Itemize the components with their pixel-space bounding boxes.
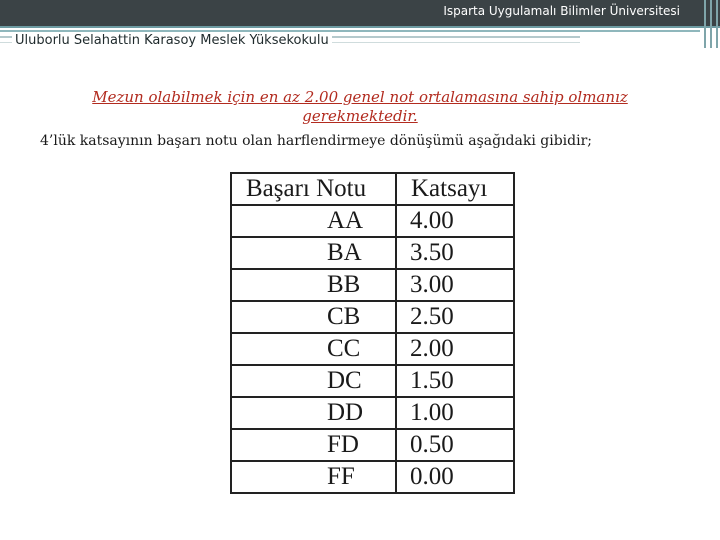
table-row	[231, 429, 514, 461]
university-title: Isparta Uygulamalı Bilimler Üniversitesi	[443, 4, 680, 18]
table-row	[231, 333, 514, 365]
grade-cell: BB	[231, 269, 396, 301]
grade-cell: AA	[231, 205, 396, 237]
header-bar	[0, 0, 720, 26]
school-subtitle: Uluborlu Selahattin Karasoy Meslek Yüksekokulu	[12, 33, 332, 48]
grade-cell: CB	[231, 301, 396, 333]
column-header-grade: Başarı Notu	[231, 173, 396, 205]
grade-cell: DD	[231, 397, 396, 429]
stripe	[716, 0, 718, 48]
grade-table	[230, 172, 515, 494]
table-row	[231, 301, 514, 333]
grade-cell: CC	[231, 333, 396, 365]
coefficient-cell: 0.50	[396, 429, 514, 461]
table-row	[231, 461, 514, 493]
coefficient-cell: 3.00	[396, 269, 514, 301]
table-row	[231, 237, 514, 269]
coefficient-cell: 0.00	[396, 461, 514, 493]
intro-text: 4’lük katsayının başarı notu olan harflendirmeye dönüşümü aşağıdaki gibidir;	[40, 133, 593, 149]
stripe	[710, 0, 712, 48]
grade-cell: BA	[231, 237, 396, 269]
coefficient-cell: 2.00	[396, 333, 514, 365]
accent-line	[0, 30, 700, 32]
table-row	[231, 205, 514, 237]
grade-cell: FD	[231, 429, 396, 461]
table-row	[231, 269, 514, 301]
coefficient-cell: 1.50	[396, 365, 514, 397]
coefficient-cell: 1.00	[396, 397, 514, 429]
stripe	[704, 0, 706, 48]
header-stripes	[698, 0, 720, 48]
table-header-row	[231, 173, 514, 205]
accent-line	[0, 26, 720, 28]
coefficient-cell: 2.50	[396, 301, 514, 333]
table-row	[231, 365, 514, 397]
table-row	[231, 397, 514, 429]
coefficient-cell: 3.50	[396, 237, 514, 269]
coefficient-cell: 4.00	[396, 205, 514, 237]
graduation-notice: Mezun olabilmek için en az 2.00 genel not ortalamasına sahip olmanız gerekmektedir.	[92, 88, 628, 125]
grade-cell: FF	[231, 461, 396, 493]
grade-cell: DC	[231, 365, 396, 397]
column-header-coefficient: Katsayı	[396, 173, 514, 205]
